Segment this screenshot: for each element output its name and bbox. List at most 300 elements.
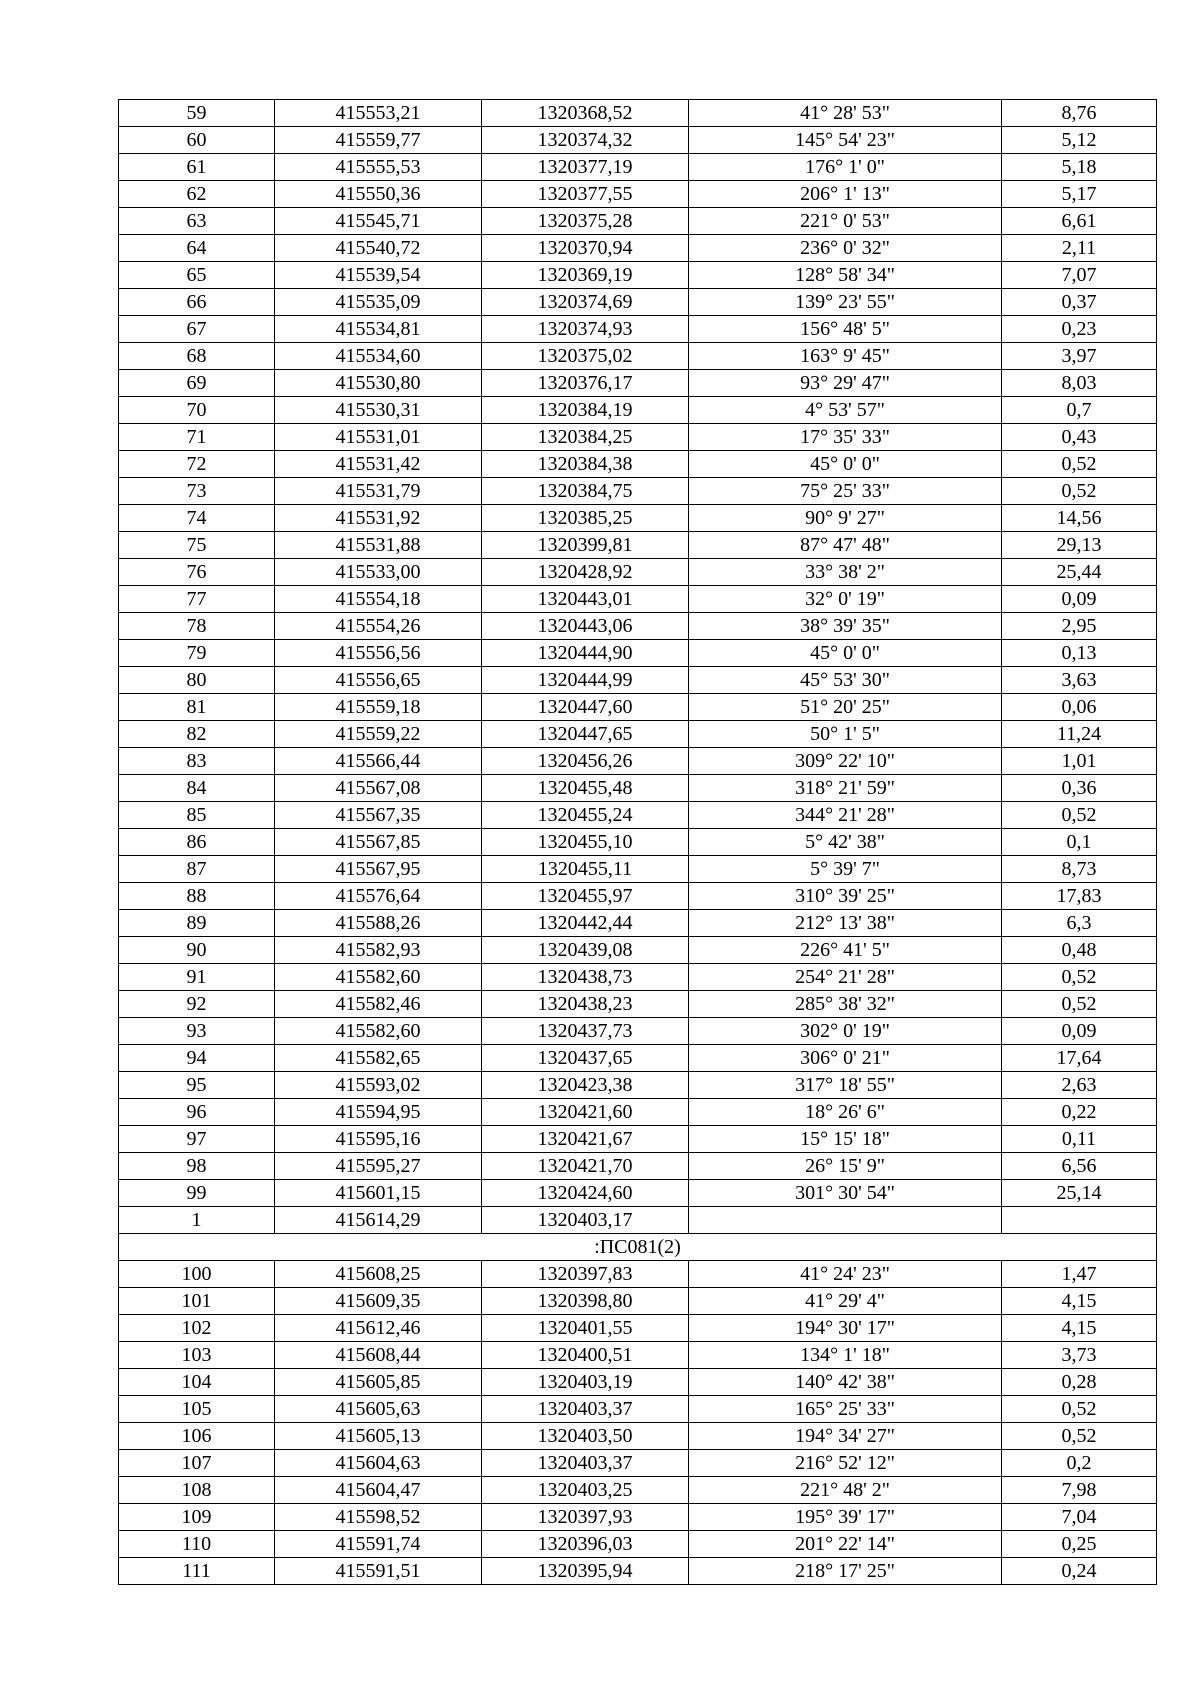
y-coordinate-cell: 1320403,37 [482,1396,689,1423]
point-number-cell: 98 [119,1153,275,1180]
point-number-cell: 97 [119,1126,275,1153]
direction-angle-cell: 194° 30' 17" [689,1315,1002,1342]
direction-angle-cell: 194° 34' 27" [689,1423,1002,1450]
x-coordinate-cell: 415566,44 [275,748,482,775]
x-coordinate-cell: 415595,16 [275,1126,482,1153]
direction-angle-cell: 5° 42' 38" [689,829,1002,856]
table-row [119,1450,1157,1477]
direction-angle-cell: 139° 23' 55" [689,289,1002,316]
table-row [119,100,1157,127]
direction-angle-cell: 344° 21' 28" [689,802,1002,829]
x-coordinate-cell: 415612,46 [275,1315,482,1342]
y-coordinate-cell: 1320455,24 [482,802,689,829]
x-coordinate-cell: 415555,53 [275,154,482,181]
distance-cell [1002,1207,1157,1234]
y-coordinate-cell: 1320377,19 [482,154,689,181]
y-coordinate-cell: 1320396,03 [482,1531,689,1558]
direction-angle-cell: 176° 1' 0" [689,154,1002,181]
direction-angle-cell: 145° 54' 23" [689,127,1002,154]
distance-cell: 0,2 [1002,1450,1157,1477]
y-coordinate-cell: 1320403,37 [482,1450,689,1477]
x-coordinate-cell: 415530,31 [275,397,482,424]
table-row [119,1396,1157,1423]
point-number-cell: 71 [119,424,275,451]
direction-angle-cell: 128° 58' 34" [689,262,1002,289]
y-coordinate-cell: 1320377,55 [482,181,689,208]
point-number-cell: 80 [119,667,275,694]
direction-angle-cell: 218° 17' 25" [689,1558,1002,1585]
y-coordinate-cell: 1320455,97 [482,883,689,910]
distance-cell: 0,52 [1002,964,1157,991]
distance-cell: 11,24 [1002,721,1157,748]
point-number-cell: 95 [119,1072,275,1099]
direction-angle-cell: 156° 48' 5" [689,316,1002,343]
y-coordinate-cell: 1320397,83 [482,1261,689,1288]
direction-angle-cell: 134° 1' 18" [689,1342,1002,1369]
table-row [119,1099,1157,1126]
point-number-cell: 74 [119,505,275,532]
table-row [119,1018,1157,1045]
distance-cell: 1,47 [1002,1261,1157,1288]
y-coordinate-cell: 1320444,99 [482,667,689,694]
x-coordinate-cell: 415608,44 [275,1342,482,1369]
y-coordinate-cell: 1320385,25 [482,505,689,532]
table-row [119,1369,1157,1396]
y-coordinate-cell: 1320421,67 [482,1126,689,1153]
distance-cell: 0,22 [1002,1099,1157,1126]
x-coordinate-cell: 415582,93 [275,937,482,964]
point-number-cell: 106 [119,1423,275,1450]
y-coordinate-cell: 1320443,06 [482,613,689,640]
x-coordinate-cell: 415582,65 [275,1045,482,1072]
table-row [119,667,1157,694]
distance-cell: 0,23 [1002,316,1157,343]
y-coordinate-cell: 1320376,17 [482,370,689,397]
point-number-cell: 92 [119,991,275,1018]
direction-angle-cell: 41° 28' 53" [689,100,1002,127]
x-coordinate-cell: 415531,88 [275,532,482,559]
y-coordinate-cell: 1320398,80 [482,1288,689,1315]
table-row [119,181,1157,208]
table-row [119,1531,1157,1558]
x-coordinate-cell: 415531,01 [275,424,482,451]
distance-cell: 0,25 [1002,1531,1157,1558]
direction-angle-cell: 18° 26' 6" [689,1099,1002,1126]
point-number-cell: 88 [119,883,275,910]
point-number-cell: 60 [119,127,275,154]
x-coordinate-cell: 415598,52 [275,1504,482,1531]
point-number-cell: 85 [119,802,275,829]
distance-cell: 6,3 [1002,910,1157,937]
point-number-cell: 63 [119,208,275,235]
distance-cell: 29,13 [1002,532,1157,559]
table-row [119,505,1157,532]
y-coordinate-cell: 1320403,25 [482,1477,689,1504]
x-coordinate-cell: 415582,60 [275,1018,482,1045]
point-number-cell: 77 [119,586,275,613]
direction-angle-cell: 75° 25' 33" [689,478,1002,505]
x-coordinate-cell: 415531,42 [275,451,482,478]
table-row [119,1288,1157,1315]
x-coordinate-cell: 415531,79 [275,478,482,505]
table-row [119,1342,1157,1369]
y-coordinate-cell: 1320374,93 [482,316,689,343]
y-coordinate-cell: 1320368,52 [482,100,689,127]
direction-angle-cell: 41° 24' 23" [689,1261,1002,1288]
y-coordinate-cell: 1320444,90 [482,640,689,667]
table-row [119,1072,1157,1099]
distance-cell: 0,09 [1002,1018,1157,1045]
point-number-cell: 76 [119,559,275,586]
y-coordinate-cell: 1320403,19 [482,1369,689,1396]
y-coordinate-cell: 1320375,02 [482,343,689,370]
point-number-cell: 101 [119,1288,275,1315]
x-coordinate-cell: 415567,08 [275,775,482,802]
point-number-cell: 1 [119,1207,275,1234]
point-number-cell: 67 [119,316,275,343]
distance-cell: 0,52 [1002,1396,1157,1423]
table-row [119,802,1157,829]
point-number-cell: 78 [119,613,275,640]
table-row [119,640,1157,667]
point-number-cell: 103 [119,1342,275,1369]
table-row [119,532,1157,559]
point-number-cell: 59 [119,100,275,127]
table-row [119,937,1157,964]
direction-angle-cell: 163° 9' 45" [689,343,1002,370]
y-coordinate-cell: 1320395,94 [482,1558,689,1585]
y-coordinate-cell: 1320401,55 [482,1315,689,1342]
table-row [119,127,1157,154]
distance-cell: 1,01 [1002,748,1157,775]
table-row [119,694,1157,721]
x-coordinate-cell: 415594,95 [275,1099,482,1126]
y-coordinate-cell: 1320456,26 [482,748,689,775]
point-number-cell: 75 [119,532,275,559]
distance-cell: 0,37 [1002,289,1157,316]
table-row [119,775,1157,802]
distance-cell: 8,76 [1002,100,1157,127]
section-heading-row [119,1234,1157,1261]
point-number-cell: 83 [119,748,275,775]
y-coordinate-cell: 1320424,60 [482,1180,689,1207]
x-coordinate-cell: 415605,85 [275,1369,482,1396]
table-row [119,397,1157,424]
x-coordinate-cell: 415556,56 [275,640,482,667]
direction-angle-cell: 301° 30' 54" [689,1180,1002,1207]
direction-angle-cell: 17° 35' 33" [689,424,1002,451]
table-row [119,1126,1157,1153]
y-coordinate-cell: 1320443,01 [482,586,689,613]
y-coordinate-cell: 1320399,81 [482,532,689,559]
direction-angle-cell: 221° 48' 2" [689,1477,1002,1504]
distance-cell: 5,17 [1002,181,1157,208]
direction-angle-cell: 93° 29' 47" [689,370,1002,397]
direction-angle-cell: 140° 42' 38" [689,1369,1002,1396]
table-row [119,478,1157,505]
table-row [119,316,1157,343]
x-coordinate-cell: 415531,92 [275,505,482,532]
distance-cell: 0,36 [1002,775,1157,802]
x-coordinate-cell: 415554,26 [275,613,482,640]
distance-cell: 5,12 [1002,127,1157,154]
point-number-cell: 102 [119,1315,275,1342]
y-coordinate-cell: 1320437,73 [482,1018,689,1045]
distance-cell: 14,56 [1002,505,1157,532]
distance-cell: 8,03 [1002,370,1157,397]
y-coordinate-cell: 1320370,94 [482,235,689,262]
x-coordinate-cell: 415556,65 [275,667,482,694]
distance-cell: 0,09 [1002,586,1157,613]
table-row [119,613,1157,640]
y-coordinate-cell: 1320374,32 [482,127,689,154]
x-coordinate-cell: 415609,35 [275,1288,482,1315]
y-coordinate-cell: 1320428,92 [482,559,689,586]
direction-angle-cell: 309° 22' 10" [689,748,1002,775]
point-number-cell: 96 [119,1099,275,1126]
x-coordinate-cell: 415559,22 [275,721,482,748]
direction-angle-cell: 195° 39' 17" [689,1504,1002,1531]
x-coordinate-cell: 415540,72 [275,235,482,262]
point-number-cell: 100 [119,1261,275,1288]
direction-angle-cell: 87° 47' 48" [689,532,1002,559]
x-coordinate-cell: 415534,60 [275,343,482,370]
point-number-cell: 69 [119,370,275,397]
x-coordinate-cell: 415604,63 [275,1450,482,1477]
point-number-cell: 107 [119,1450,275,1477]
distance-cell: 0,24 [1002,1558,1157,1585]
y-coordinate-cell: 1320400,51 [482,1342,689,1369]
direction-angle-cell: 285° 38' 32" [689,991,1002,1018]
point-number-cell: 62 [119,181,275,208]
x-coordinate-cell: 415545,71 [275,208,482,235]
point-number-cell: 86 [119,829,275,856]
y-coordinate-cell: 1320384,19 [482,397,689,424]
table-row [119,235,1157,262]
direction-angle-cell: 15° 15' 18" [689,1126,1002,1153]
direction-angle-cell: 45° 0' 0" [689,451,1002,478]
x-coordinate-cell: 415582,46 [275,991,482,1018]
table-row [119,748,1157,775]
y-coordinate-cell: 1320455,48 [482,775,689,802]
point-number-cell: 108 [119,1477,275,1504]
table-row [119,721,1157,748]
x-coordinate-cell: 415567,85 [275,829,482,856]
table-row [119,1207,1157,1234]
point-number-cell: 111 [119,1558,275,1585]
point-number-cell: 70 [119,397,275,424]
x-coordinate-cell: 415539,54 [275,262,482,289]
distance-cell: 0,1 [1002,829,1157,856]
distance-cell: 2,11 [1002,235,1157,262]
distance-cell: 4,15 [1002,1315,1157,1342]
direction-angle-cell: 50° 1' 5" [689,721,1002,748]
table-row [119,1261,1157,1288]
x-coordinate-cell: 415591,51 [275,1558,482,1585]
distance-cell: 0,52 [1002,1423,1157,1450]
x-coordinate-cell: 415591,74 [275,1531,482,1558]
direction-angle-cell: 226° 41' 5" [689,937,1002,964]
distance-cell: 0,43 [1002,424,1157,451]
distance-cell: 3,97 [1002,343,1157,370]
direction-angle-cell: 5° 39' 7" [689,856,1002,883]
distance-cell: 7,98 [1002,1477,1157,1504]
x-coordinate-cell: 415608,25 [275,1261,482,1288]
distance-cell: 0,11 [1002,1126,1157,1153]
point-number-cell: 68 [119,343,275,370]
direction-angle-cell: 254° 21' 28" [689,964,1002,991]
table-row [119,289,1157,316]
table-row [119,451,1157,478]
distance-cell: 7,07 [1002,262,1157,289]
x-coordinate-cell: 415604,47 [275,1477,482,1504]
point-number-cell: 93 [119,1018,275,1045]
table-row [119,154,1157,181]
direction-angle-cell: 32° 0' 19" [689,586,1002,613]
distance-cell: 2,95 [1002,613,1157,640]
table-row [119,208,1157,235]
point-number-cell: 90 [119,937,275,964]
y-coordinate-cell: 1320447,65 [482,721,689,748]
direction-angle-cell: 165° 25' 33" [689,1396,1002,1423]
x-coordinate-cell: 415576,64 [275,883,482,910]
y-coordinate-cell: 1320442,44 [482,910,689,937]
y-coordinate-cell: 1320455,11 [482,856,689,883]
distance-cell: 2,63 [1002,1072,1157,1099]
direction-angle-cell: 38° 39' 35" [689,613,1002,640]
table-row [119,559,1157,586]
distance-cell: 0,52 [1002,802,1157,829]
table-row [119,1504,1157,1531]
distance-cell: 0,13 [1002,640,1157,667]
x-coordinate-cell: 415588,26 [275,910,482,937]
point-number-cell: 99 [119,1180,275,1207]
y-coordinate-cell: 1320403,50 [482,1423,689,1450]
y-coordinate-cell: 1320438,73 [482,964,689,991]
y-coordinate-cell: 1320421,70 [482,1153,689,1180]
x-coordinate-cell: 415533,00 [275,559,482,586]
direction-angle-cell: 318° 21' 59" [689,775,1002,802]
y-coordinate-cell: 1320375,28 [482,208,689,235]
table-row [119,1153,1157,1180]
x-coordinate-cell: 415550,36 [275,181,482,208]
direction-angle-cell: 51° 20' 25" [689,694,1002,721]
direction-angle-cell: 90° 9' 27" [689,505,1002,532]
direction-angle-cell: 317° 18' 55" [689,1072,1002,1099]
point-number-cell: 72 [119,451,275,478]
direction-angle-cell: 310° 39' 25" [689,883,1002,910]
table-row [119,964,1157,991]
point-number-cell: 79 [119,640,275,667]
x-coordinate-cell: 415605,63 [275,1396,482,1423]
distance-cell: 25,44 [1002,559,1157,586]
table-row [119,883,1157,910]
y-coordinate-cell: 1320384,75 [482,478,689,505]
table-row [119,262,1157,289]
distance-cell: 3,63 [1002,667,1157,694]
distance-cell: 0,06 [1002,694,1157,721]
y-coordinate-cell: 1320439,08 [482,937,689,964]
point-number-cell: 82 [119,721,275,748]
point-number-cell: 64 [119,235,275,262]
distance-cell: 0,52 [1002,478,1157,505]
y-coordinate-cell: 1320423,38 [482,1072,689,1099]
table-row [119,1180,1157,1207]
direction-angle-cell [689,1207,1002,1234]
point-number-cell: 66 [119,289,275,316]
point-number-cell: 81 [119,694,275,721]
coordinates-table-body [119,100,1157,1585]
x-coordinate-cell: 415601,15 [275,1180,482,1207]
x-coordinate-cell: 415567,95 [275,856,482,883]
point-number-cell: 89 [119,910,275,937]
x-coordinate-cell: 415559,18 [275,694,482,721]
y-coordinate-cell: 1320438,23 [482,991,689,1018]
y-coordinate-cell: 1320397,93 [482,1504,689,1531]
distance-cell: 0,48 [1002,937,1157,964]
direction-angle-cell: 306° 0' 21" [689,1045,1002,1072]
table-row [119,991,1157,1018]
x-coordinate-cell: 415535,09 [275,289,482,316]
distance-cell: 3,73 [1002,1342,1157,1369]
distance-cell: 17,83 [1002,883,1157,910]
point-number-cell: 104 [119,1369,275,1396]
point-number-cell: 61 [119,154,275,181]
table-row [119,856,1157,883]
table-row [119,1315,1157,1342]
distance-cell: 25,14 [1002,1180,1157,1207]
x-coordinate-cell: 415567,35 [275,802,482,829]
distance-cell: 0,52 [1002,991,1157,1018]
distance-cell: 5,18 [1002,154,1157,181]
x-coordinate-cell: 415605,13 [275,1423,482,1450]
direction-angle-cell: 33° 38' 2" [689,559,1002,586]
direction-angle-cell: 302° 0' 19" [689,1018,1002,1045]
point-number-cell: 110 [119,1531,275,1558]
point-number-cell: 94 [119,1045,275,1072]
direction-angle-cell: 212° 13' 38" [689,910,1002,937]
section-heading: :ПС081(2) [119,1234,1157,1261]
direction-angle-cell: 41° 29' 4" [689,1288,1002,1315]
x-coordinate-cell: 415553,21 [275,100,482,127]
distance-cell: 8,73 [1002,856,1157,883]
table-row [119,370,1157,397]
x-coordinate-cell: 415534,81 [275,316,482,343]
point-number-cell: 73 [119,478,275,505]
distance-cell: 6,56 [1002,1153,1157,1180]
distance-cell: 0,28 [1002,1369,1157,1396]
table-row [119,1423,1157,1450]
distance-cell: 6,61 [1002,208,1157,235]
table-row [119,343,1157,370]
table-row [119,586,1157,613]
distance-cell: 17,64 [1002,1045,1157,1072]
table-row [119,1477,1157,1504]
y-coordinate-cell: 1320437,65 [482,1045,689,1072]
point-number-cell: 109 [119,1504,275,1531]
table-row [119,1045,1157,1072]
direction-angle-cell: 45° 53' 30" [689,667,1002,694]
y-coordinate-cell: 1320403,17 [482,1207,689,1234]
point-number-cell: 105 [119,1396,275,1423]
point-number-cell: 65 [119,262,275,289]
direction-angle-cell: 201° 22' 14" [689,1531,1002,1558]
y-coordinate-cell: 1320421,60 [482,1099,689,1126]
direction-angle-cell: 236° 0' 32" [689,235,1002,262]
table-row [119,1558,1157,1585]
distance-cell: 7,04 [1002,1504,1157,1531]
direction-angle-cell: 4° 53' 57" [689,397,1002,424]
